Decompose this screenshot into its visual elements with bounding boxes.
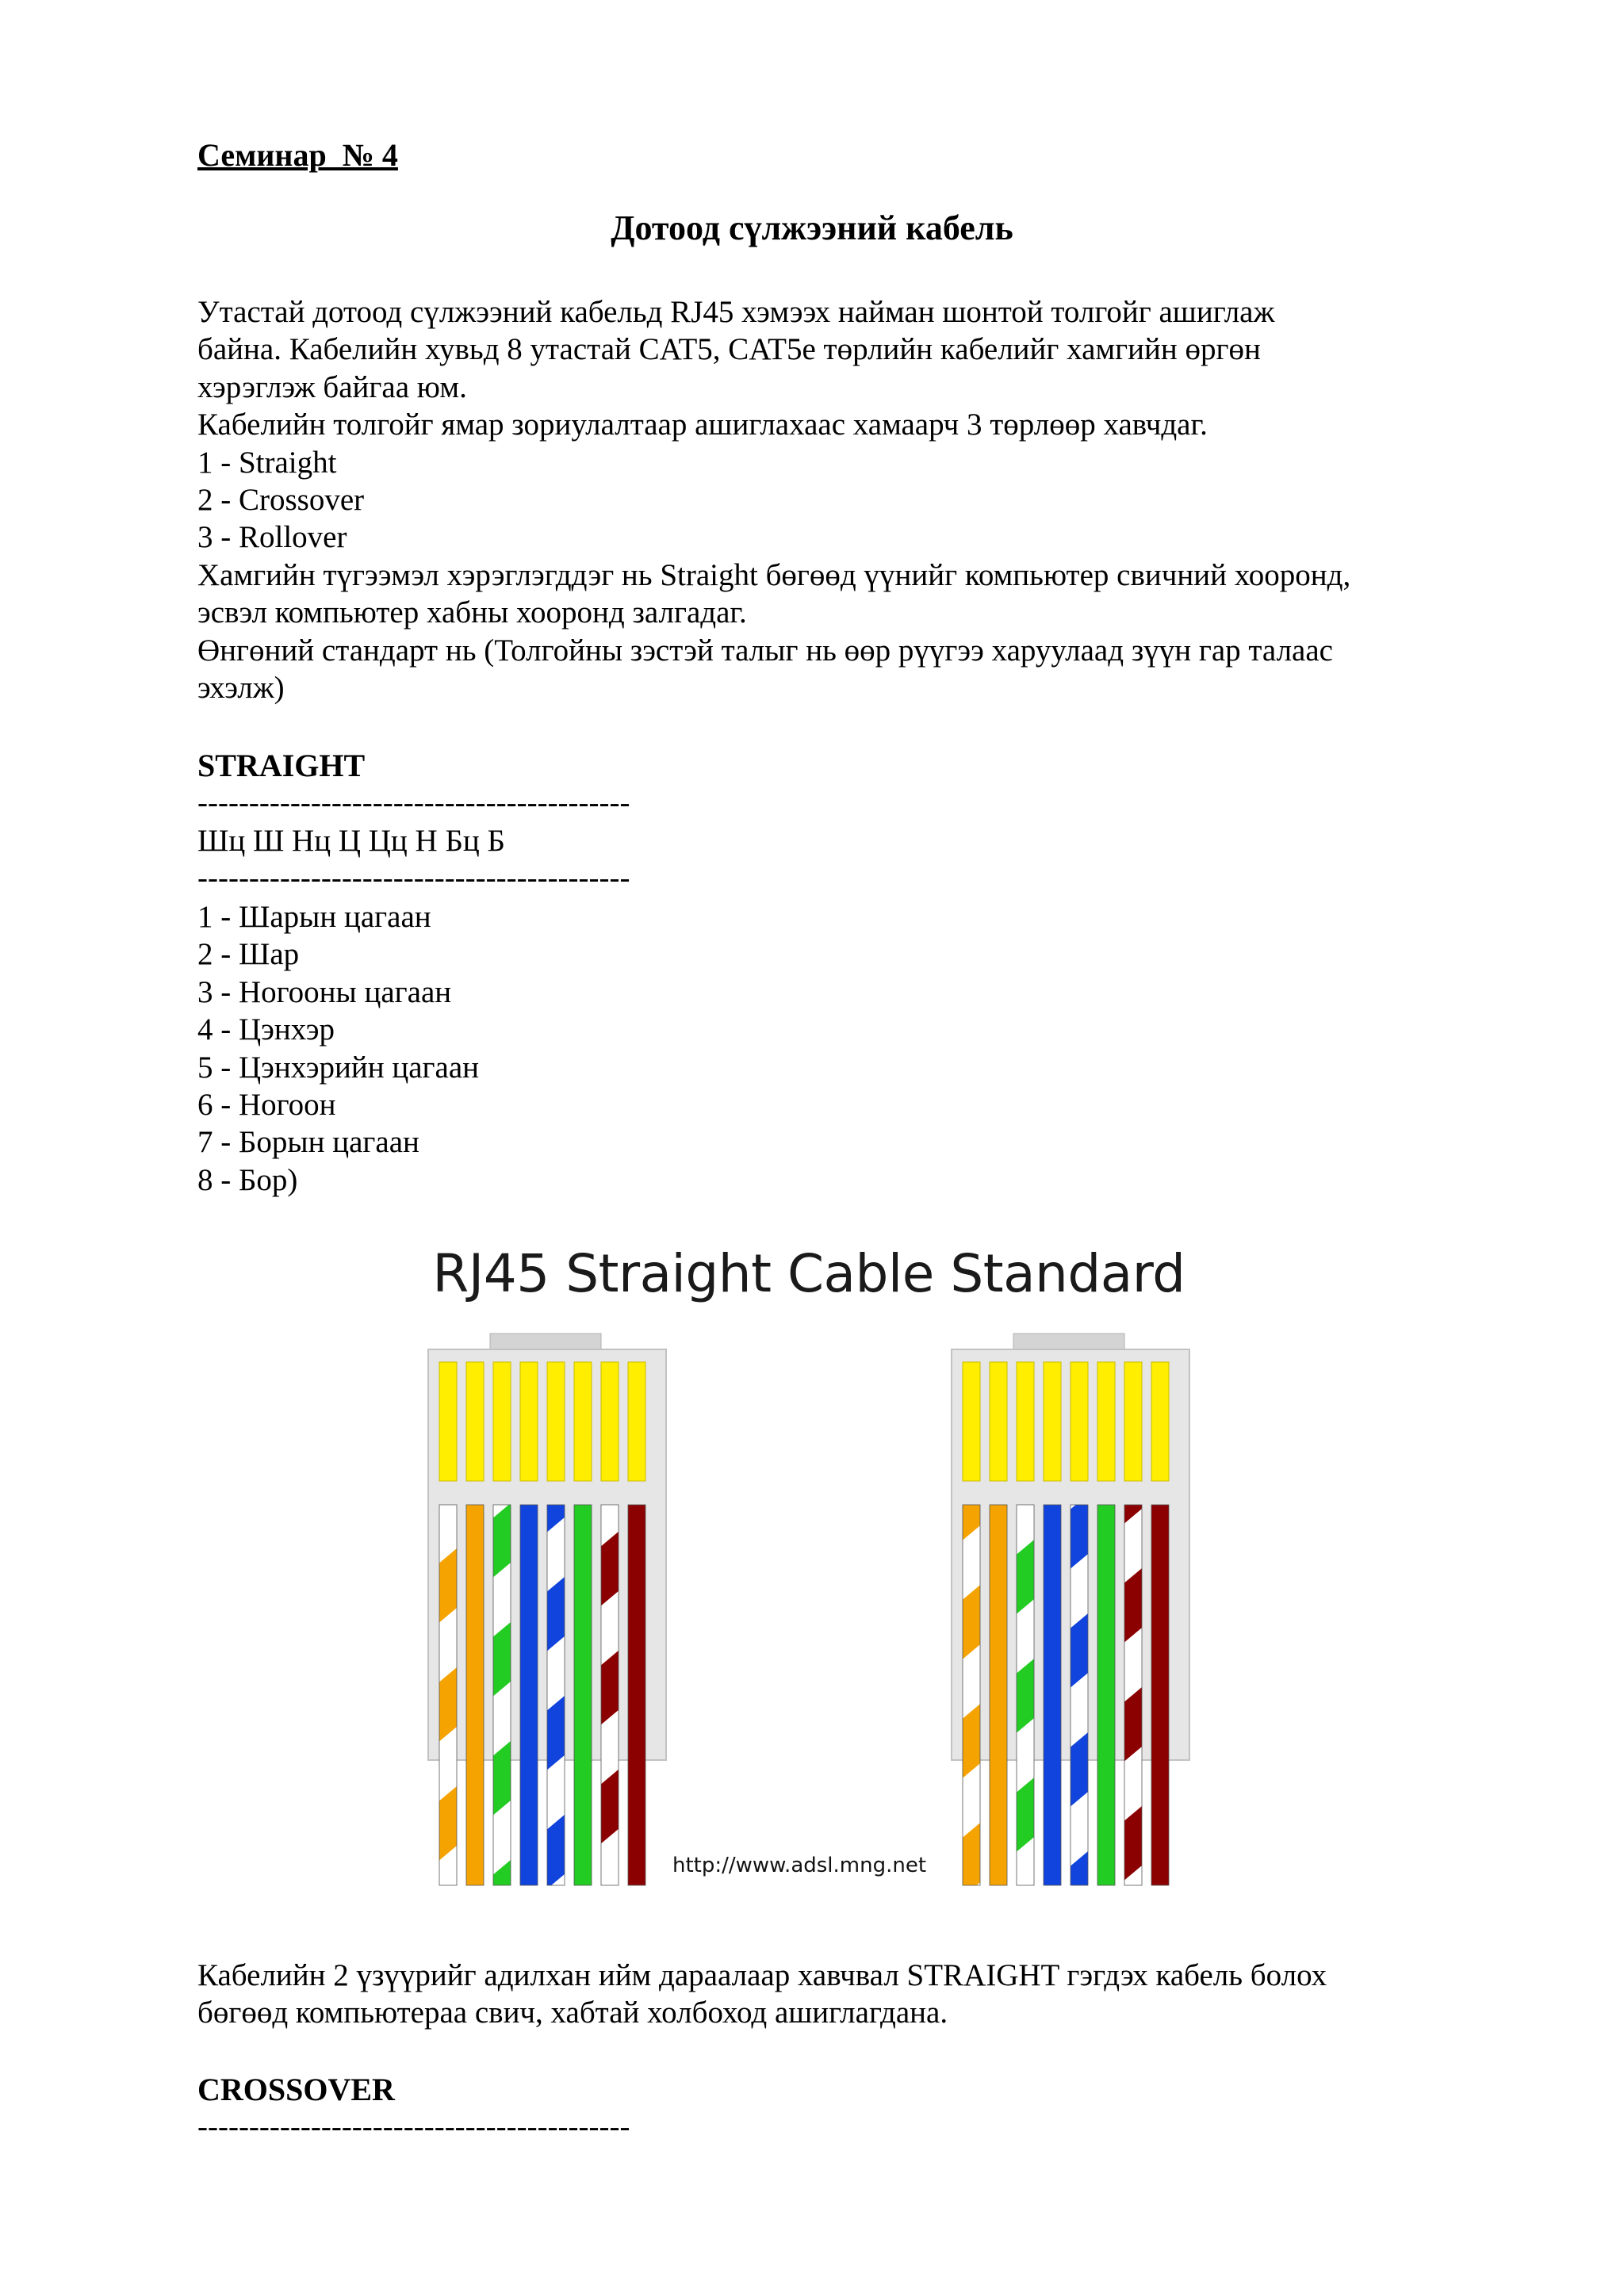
contact-pin: [520, 1362, 538, 1481]
wire-3: [493, 1505, 511, 1885]
rj45-connector-right: [952, 1334, 1189, 1885]
wire-5: [547, 1505, 565, 1885]
wire-6: [1097, 1505, 1115, 1885]
intro-line: 3 - Rollover: [197, 520, 347, 555]
seminar-label: Семинар № 4: [197, 137, 398, 173]
contact-pin: [601, 1362, 619, 1481]
intro-line: 2 - Crossover: [197, 482, 365, 517]
diagram-title: RJ45 Straight Cable Standard: [432, 1243, 1185, 1304]
straight-divider-bottom: ------------------------------------------: [197, 861, 630, 895]
crossover-divider: ------------------------------------------: [197, 2110, 630, 2144]
page-title: Дотоод сүлжээний кабель: [611, 209, 1013, 247]
pin-item: 8 - Бор): [197, 1162, 298, 1197]
wire-1: [963, 1505, 980, 1885]
contact-pin: [1124, 1362, 1142, 1481]
intro-line: Өнгөний стандарт нь (Толгойны зэстэй талыг нь өөр рүүгээ харуулаад зүүн гар талаас: [197, 633, 1333, 668]
intro-line: эхэлж): [197, 670, 285, 705]
explanation-line: бөгөөд компьютераа свич, хабтай холбоход ашиглагдана.: [197, 1996, 948, 2030]
contact-pin: [439, 1362, 457, 1481]
rj45-connector-left: [428, 1334, 666, 1885]
connector-latch: [490, 1334, 601, 1351]
straight-heading: STRAIGHT: [197, 748, 366, 783]
wire-2: [466, 1505, 484, 1885]
intro-line: Хамгийн түгээмэл хэрэглэгддэг нь Straight бөгөөд үүнийг компьютер свичний хооронд,: [197, 557, 1351, 592]
contact-pin: [1097, 1362, 1115, 1481]
pin-item: 4 - Цэнхэр: [197, 1012, 335, 1047]
contact-pin: [493, 1362, 511, 1481]
pin-item: 1 - Шарын цагаан: [197, 900, 431, 934]
pin-item: 2 - Шар: [197, 937, 300, 972]
straight-abbrev: Шц Ш Нц Ц Цц Н Бц Б: [197, 824, 505, 858]
pin-item: 6 - Ногоон: [197, 1087, 336, 1122]
intro-paragraph: [197, 293, 1466, 706]
contact-pin: [1044, 1362, 1061, 1481]
contact-pin: [1017, 1362, 1034, 1481]
wire-5: [1071, 1505, 1088, 1885]
wire-6: [574, 1505, 592, 1885]
wire-2: [990, 1505, 1007, 1885]
wire-7: [601, 1505, 619, 1885]
pin-item: 3 - Ногооны цагаан: [197, 974, 452, 1009]
wire-1: [439, 1505, 457, 1885]
pin-item: 7 - Борын цагаан: [197, 1125, 419, 1160]
contact-pin: [574, 1362, 592, 1481]
contact-pin: [990, 1362, 1007, 1481]
wire-3: [1017, 1505, 1034, 1885]
contact-pin: [1151, 1362, 1169, 1481]
pin-item: 5 - Цэнхэрийн цагаан: [197, 1050, 480, 1085]
contact-pin: [547, 1362, 565, 1481]
contact-pin: [1071, 1362, 1088, 1481]
intro-line: 1 - Straight: [197, 445, 337, 480]
straight-explanation: [197, 1957, 1327, 2032]
intro-line: Утастай дотоод сүлжээний кабельд RJ45 хэмээх найман шонтой толгойг ашиглаж: [197, 295, 1275, 329]
wire-4: [520, 1505, 538, 1885]
intro-line: Кабелийн толгойг ямар зориулалтаар ашиглахаас хамаарч 3 төрлөөр хавчдаг.: [197, 408, 1208, 442]
intro-line: байна. Кабелийн хувьд 8 утастай CAT5, CAT5e төрлийн кабелийг хамгийн өргөн: [197, 332, 1261, 367]
crossover-heading: CROSSOVER: [197, 2072, 395, 2107]
wire-4: [1044, 1505, 1061, 1885]
straight-divider-top: ------------------------------------------: [197, 786, 630, 820]
contact-pin: [628, 1362, 645, 1481]
diagram-url: http://www.adsl.mng.net: [672, 1854, 927, 1877]
wire-8: [1151, 1505, 1169, 1885]
explanation-line: Кабелийн 2 үзүүрийг адилхан ийм дараалаар хавчвал STRAIGHT гэгдэх кабель болох: [197, 1958, 1327, 1992]
contact-pin: [963, 1362, 980, 1481]
connector-latch: [1013, 1334, 1124, 1351]
contact-pin: [466, 1362, 484, 1481]
intro-line: эсвэл компьютер хабны хооронд залгадаг.: [197, 595, 747, 630]
wire-7: [1124, 1505, 1142, 1885]
wire-8: [628, 1505, 645, 1885]
rj45-connectors: [412, 1229, 1205, 1903]
pin-list: [197, 898, 479, 1199]
rj45-diagram: [412, 1229, 1205, 1903]
intro-line: хэрэглэж байгаа юм.: [197, 369, 467, 404]
